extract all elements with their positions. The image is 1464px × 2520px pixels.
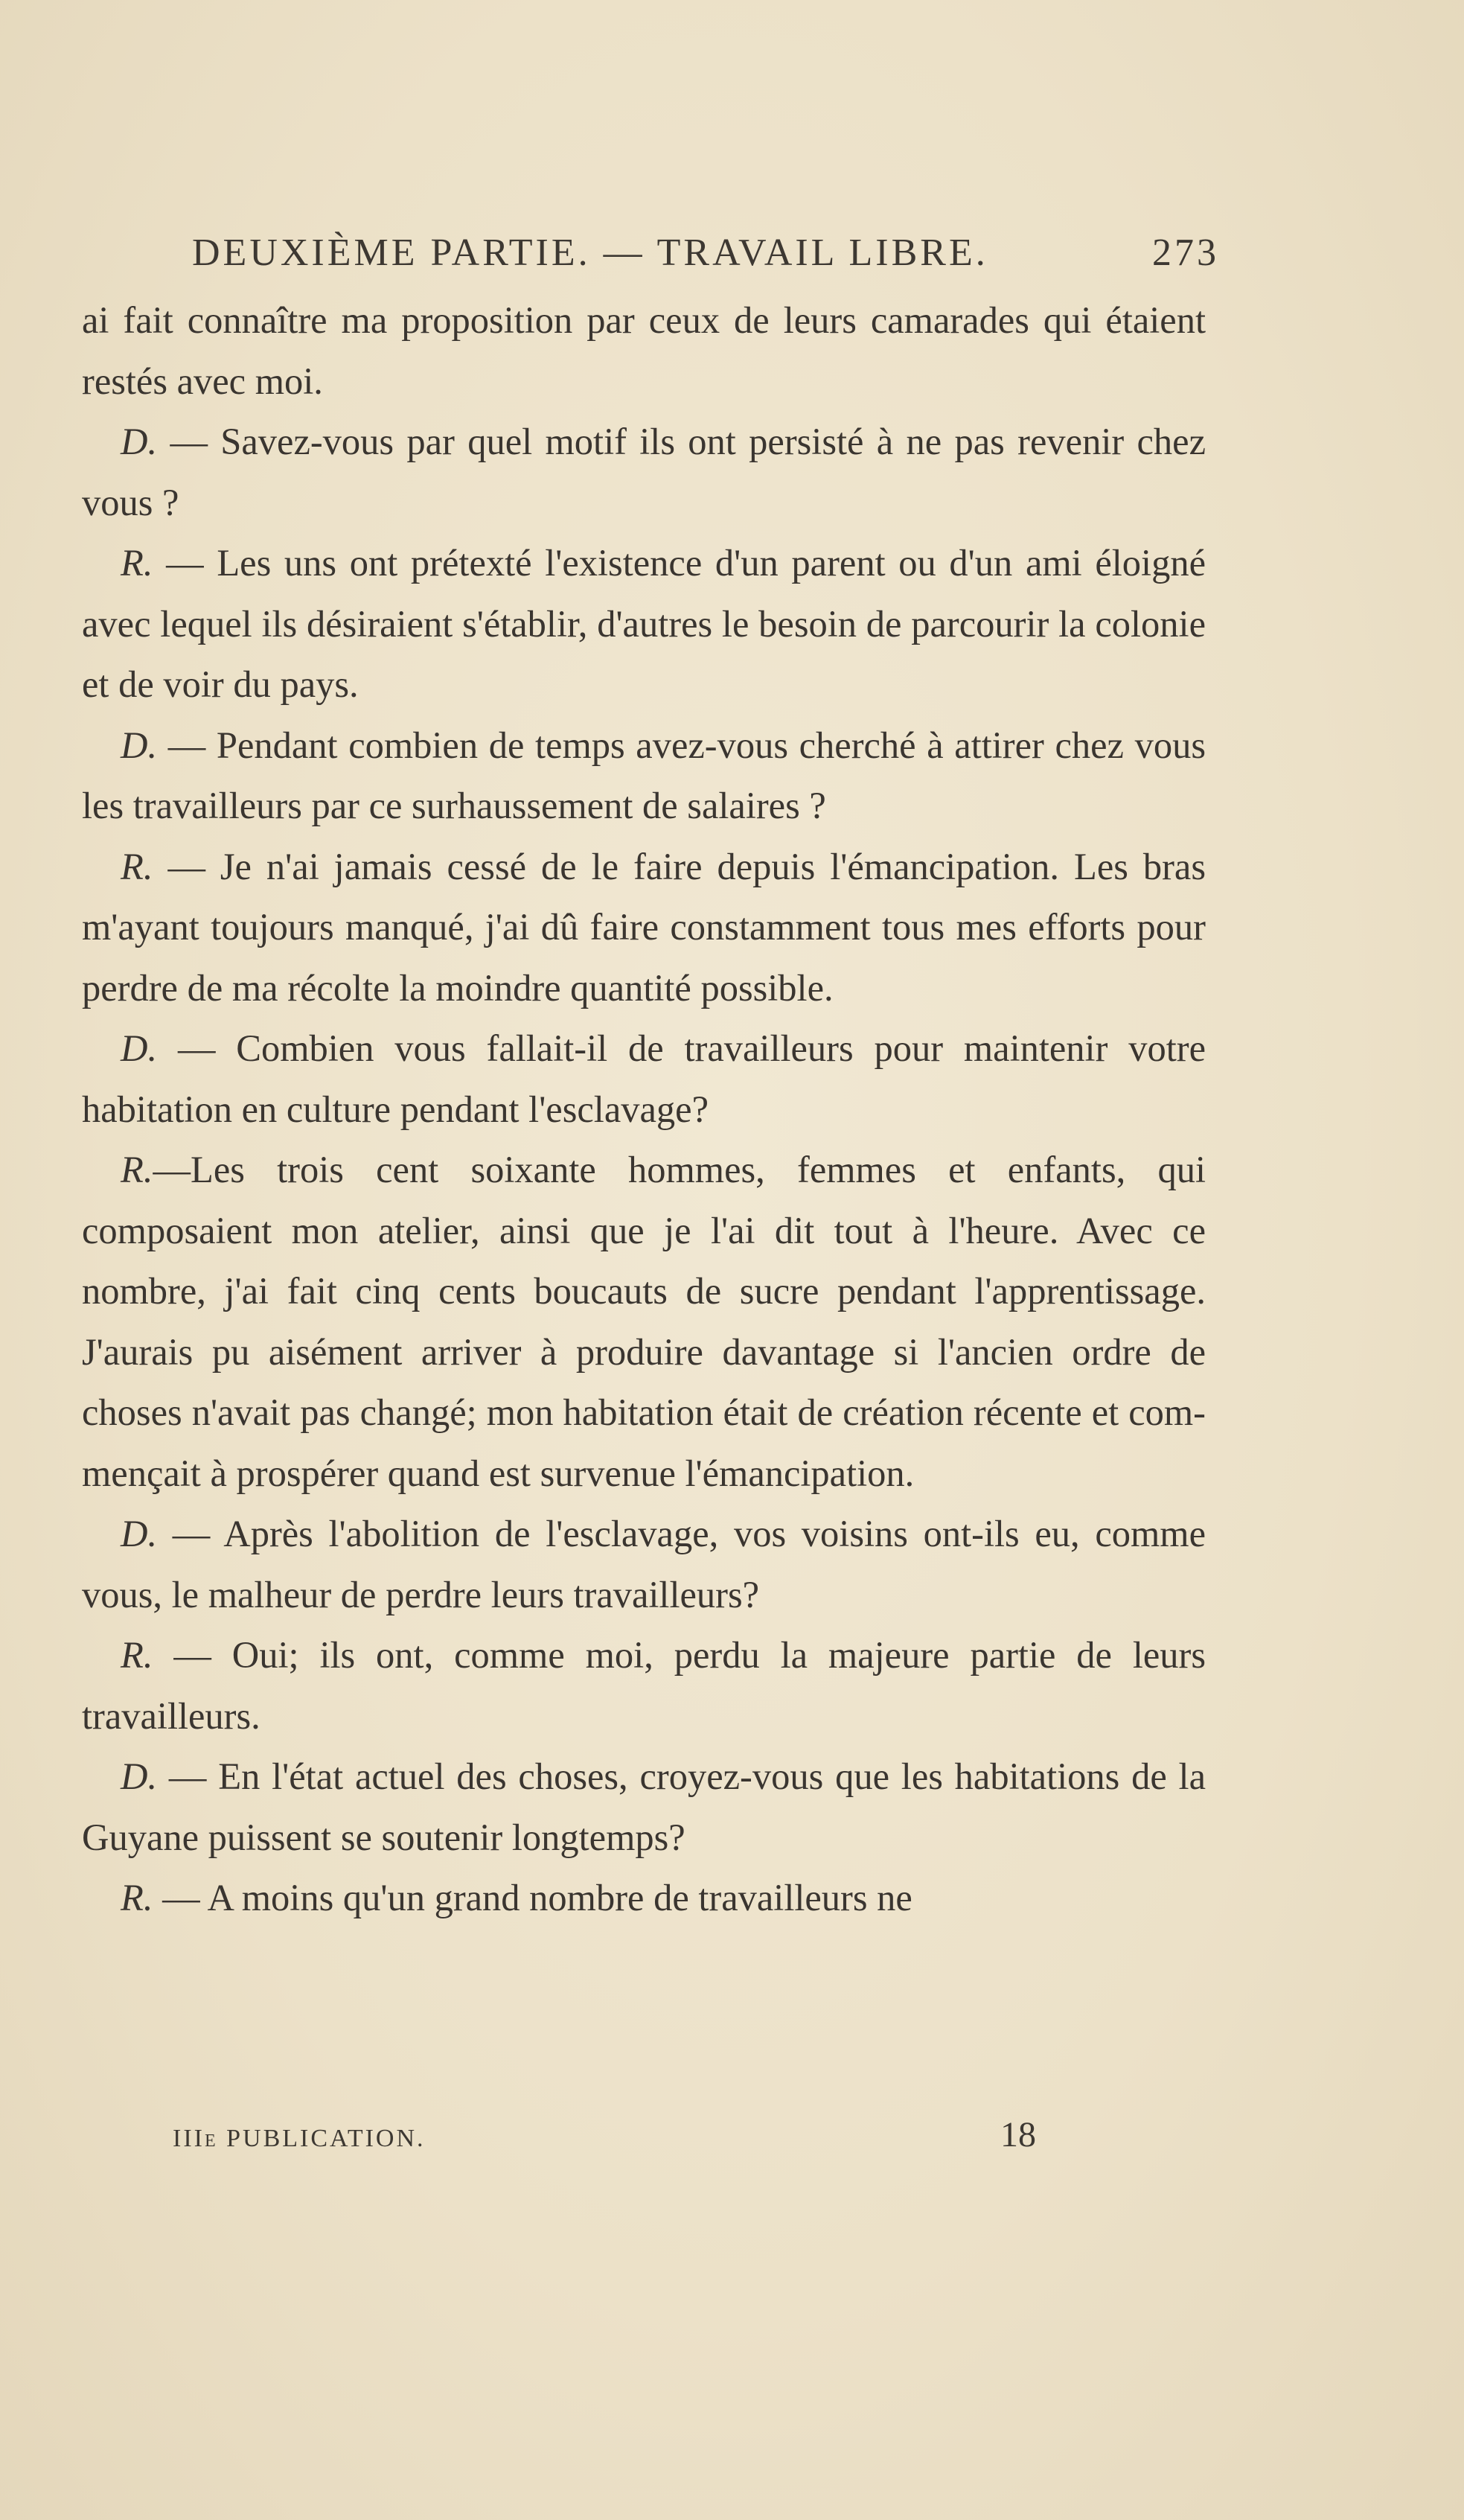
speaker-label: D. (121, 421, 158, 462)
signature-mark: 18 (1000, 2115, 1036, 2154)
dash: — (157, 1513, 224, 1554)
paragraph (82, 1140, 1206, 1504)
dash: — (153, 1634, 232, 1676)
speaker-label: R. (121, 1634, 153, 1676)
paragraph-text: Pendant combien de temps avez-vous cherché à attirer chez vous les travailleurs par ce surhaussement de salaires ? (82, 724, 1206, 826)
dash: — (153, 1149, 191, 1190)
paragraph-text: ai fait connaître ma proposition par ceux de leurs camarades qui étaient restés avec moi. (82, 299, 1206, 402)
paragraph (82, 290, 1206, 412)
speaker-label: R. (121, 1149, 153, 1190)
paragraph-text: En l'état actuel des choses, croyez-vous que les habitations de la Guyane puissent se soutenir longtemps? (82, 1755, 1206, 1858)
page-number: 273 (1152, 232, 1219, 274)
paragraph (82, 715, 1206, 837)
paragraph (82, 1625, 1206, 1747)
paragraph-text: Savez-vous par quel motif ils ont persisté à ne pas revenir chez vous ? (82, 421, 1206, 523)
paragraph-text: Je n'ai jamais cessé de le faire depuis l'émancipation. Les bras m'ayant toujours manqué, j'ai dû faire constamment tous mes efforts pour perdre de ma récolte la moindre quantité possible. (82, 845, 1206, 1009)
paragraph (82, 533, 1206, 715)
paragraph-text: Les uns ont prétexté l'existence d'un parent ou d'un ami éloigné avec lequel ils désiraient s'établir, d'autres le besoin de parcourir la colonie et de voir du pays. (82, 542, 1206, 705)
speaker-label: R. (121, 845, 153, 887)
paragraph-text: A moins qu'un grand nombre de travailleurs ne (207, 1877, 912, 1918)
speaker-label: D. (121, 724, 158, 766)
running-title: DEUXIÈME PARTIE. — TRAVAIL LIBRE. (192, 232, 988, 274)
page-footer (173, 2114, 1036, 2155)
paragraph (82, 1747, 1206, 1868)
speaker-label: R. (121, 542, 153, 584)
dash: — (153, 542, 217, 584)
paragraph (82, 1868, 1206, 1929)
paragraph-text: Après l'abolition de l'esclavage, vos voisins ont-ils eu, comme vous, le malheur de perdre leurs travailleurs? (82, 1513, 1206, 1615)
speaker-label: R. (121, 1877, 153, 1918)
dash: — (157, 724, 217, 766)
dash: — (153, 1877, 208, 1918)
paragraph-text: Oui; ils ont, comme moi, perdu la majeure partie de leurs travailleurs. (82, 1634, 1206, 1737)
paragraph-text: Combien vous fallait-il de travailleurs pour maintenir votre habitation en culture pendant l'esclavage? (82, 1027, 1206, 1130)
body-text (82, 290, 1206, 1929)
paragraph-text: Les trois cent soixante hommes, femmes et enfants, qui composaient mon atelier, ainsi que je l'ai dit tout à l'heure. Avec ce nombre, j'ai fait cinq cents boucauts de sucre pendant l'apprentissage. J'aurais pu aisément arriver à produire davantage si l'ancien ordre de choses n'avait pas changé; mon habitation était de création récente et commençait à prospérer quand est survenue l'émancipation. (82, 1149, 1206, 1494)
paragraph (82, 1504, 1206, 1625)
speaker-label: D. (121, 1513, 158, 1554)
paragraph (82, 412, 1206, 533)
publication-mark: IIIe PUBLICATION. (173, 2125, 426, 2152)
running-header (192, 231, 1219, 275)
paragraph (82, 837, 1206, 1019)
dash: — (157, 1027, 237, 1069)
speaker-label: D. (121, 1755, 158, 1797)
dash: — (157, 1755, 219, 1797)
speaker-label: D. (121, 1027, 158, 1069)
dash: — (157, 421, 221, 462)
dash: — (153, 845, 220, 887)
paragraph (82, 1018, 1206, 1140)
